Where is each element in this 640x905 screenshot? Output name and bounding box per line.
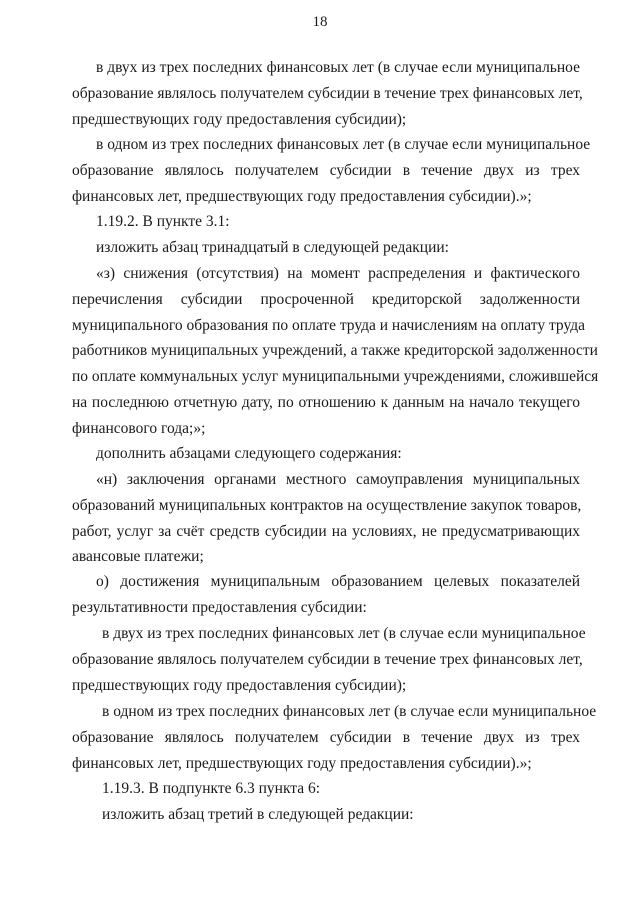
text-line: «н) заключения органами местного самоуправления муниципальных — [96, 471, 580, 488]
text-line: авансовые платежи; — [72, 548, 204, 566]
text-line: в одном из трех последних финансовых лет (в случае если муниципальное — [96, 136, 591, 153]
text-line: муниципального образования по оплате труда и начислениям на оплату труда — [72, 316, 586, 334]
text-line: 1.19.2. В пункте 3.1: — [96, 213, 230, 230]
text-line: результативности предоставления субсидии: — [72, 598, 367, 616]
text-line: работ, услуг за счёт средств субсидии на условиях, не предусматривающих — [72, 522, 580, 540]
text-line: изложить абзац тринадцатый в следующей редакции: — [96, 239, 449, 256]
text-line: работников муниципальных учреждений, а также кредиторской задолженности — [72, 342, 598, 360]
text-line: о) достижения муниципальным образованием целевых показателей — [96, 573, 580, 590]
text-line: по оплате коммунальных услуг муниципальными учреждениями, сложившейся — [72, 368, 599, 386]
text-line: финансовых лет, предшествующих году предоставления субсидии).»; — [72, 187, 532, 205]
text-line: образование являлось получателем субсидии в течение трех финансовых лет, — [72, 650, 583, 668]
page-number: 18 — [312, 14, 328, 30]
text-line: на последнюю отчетную дату, по отношению к данным на начало текущего — [72, 394, 580, 411]
text-line: образование являлось получателем субсидии в течение двух из трех — [72, 161, 580, 179]
text-line: образований муниципальных контрактов на осуществление закупок товаров, — [72, 496, 582, 514]
text-line: финансового года;»; — [72, 419, 206, 437]
text-line: предшествующих году предоставления субсидии); — [72, 676, 407, 694]
text-line: перечисления субсидии просроченной кредиторской задолженности — [72, 290, 580, 308]
text-line: в одном из трех последних финансовых лет (в случае если муниципальное — [102, 703, 597, 720]
text-line: образование являлось получателем субсидии в течение двух из трех — [72, 728, 580, 746]
text-line: 1.19.3. В подпункте 6.3 пункта 6: — [102, 780, 321, 797]
text-line: в двух из трех последних финансовых лет (в случае если муниципальное — [96, 59, 580, 76]
text-line: предшествующих году предоставления субсидии); — [72, 110, 407, 128]
text-line: образование являлось получателем субсидии в течение трех финансовых лет, — [72, 84, 583, 102]
text-line: в двух из трех последних финансовых лет (в случае если муниципальное — [102, 625, 586, 642]
text-line: финансовых лет, предшествующих году предоставления субсидии).»; — [72, 754, 532, 772]
text-line: «з) снижения (отсутствия) на момент распределения и фактического — [96, 265, 580, 282]
text-line: дополнить абзацами следующего содержания: — [96, 445, 402, 462]
text-line: изложить абзац третий в следующей редакции: — [102, 806, 414, 823]
